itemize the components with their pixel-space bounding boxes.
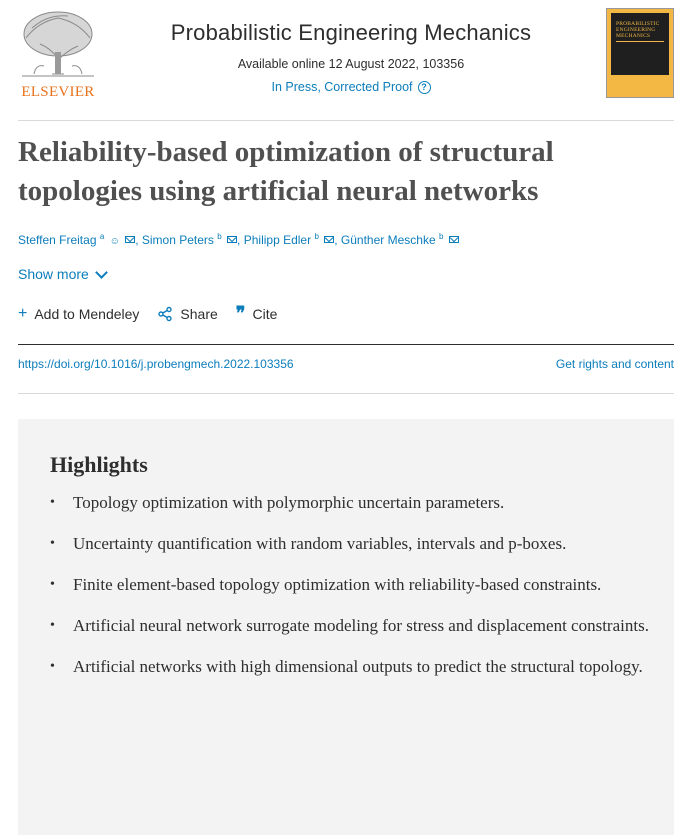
affiliation-sup[interactable]: b — [217, 232, 222, 241]
journal-info — [138, 20, 564, 96]
add-to-mendeley-button[interactable] — [18, 306, 139, 322]
envelope-icon[interactable] — [125, 236, 135, 243]
bullet-icon: • — [50, 577, 55, 592]
list-item — [50, 489, 650, 516]
affiliation-sup[interactable]: b — [314, 232, 319, 241]
list-item — [50, 612, 650, 639]
journal-cover-image[interactable] — [606, 8, 674, 98]
highlight-text: Artificial networks with high dimensional outputs to predict the structural topology. — [73, 657, 643, 676]
author-link[interactable]: Philipp Edler — [243, 233, 312, 247]
author-list: Steffen Freitag $^a$ ☺ , Simon Peters $^b$ , Philipp Edler $^b$ , Günther Meschke $^b$ — [18, 232, 459, 247]
elsevier-logo[interactable] — [18, 8, 98, 100]
cover-title: PROBABILISTIC ENGINEERING MECHANICS — [616, 21, 660, 39]
show-more-button[interactable] — [18, 266, 106, 282]
mendeley-label: Add to Mendeley — [34, 306, 140, 322]
author-link[interactable]: Steffen Freitag — [18, 233, 97, 247]
header-divider — [18, 120, 674, 121]
highlight-text: Topology optimization with polymorphic uncertain parameters. — [73, 493, 505, 512]
cite-label: Cite — [252, 306, 278, 322]
person-icon[interactable]: ☺ — [109, 236, 120, 247]
article-title: Reliability-based optimization of structural topologies using artificial neural networks — [18, 136, 554, 207]
list-item — [50, 653, 650, 680]
list-item — [50, 571, 650, 598]
status-label: In Press, Corrected Proof — [271, 80, 413, 94]
bullet-icon: • — [50, 618, 55, 633]
cite-button[interactable] — [235, 303, 278, 324]
highlights-heading: Highlights — [50, 452, 148, 477]
list-item — [50, 530, 650, 557]
author-link[interactable]: Günther Meschke — [340, 233, 436, 247]
envelope-icon[interactable] — [324, 236, 334, 243]
bullet-icon: • — [50, 536, 55, 551]
highlights-panel — [18, 419, 674, 835]
envelope-icon[interactable] — [227, 236, 237, 243]
author-link[interactable]: Simon Peters — [141, 233, 214, 247]
journal-header — [18, 8, 674, 120]
content-divider — [18, 393, 674, 394]
article-status[interactable] — [271, 80, 430, 94]
article-actions — [18, 303, 278, 324]
affiliation-sup[interactable]: a — [99, 232, 105, 241]
doi-divider — [18, 344, 674, 345]
highlight-text: Uncertainty quantification with random variables, intervals and p-boxes. — [73, 534, 567, 553]
journal-title-link[interactable]: Probabilistic Engineering Mechanics — [170, 20, 532, 45]
envelope-icon[interactable] — [449, 236, 459, 243]
share-label: Share — [180, 306, 218, 322]
share-icon — [157, 306, 173, 322]
highlight-text: Finite element-based topology optimization with reliability-based constraints. — [73, 575, 602, 594]
chevron-down-icon — [95, 266, 108, 279]
bullet-icon: • — [50, 659, 55, 674]
bullet-icon: • — [50, 495, 55, 510]
publisher-wordmark: ELSEVIER — [21, 84, 95, 100]
rights-link[interactable]: Get rights and content — [555, 357, 674, 371]
show-more-label: Show more — [18, 266, 89, 282]
question-mark-icon[interactable]: ? — [418, 81, 431, 94]
quote-icon: ❞ — [235, 303, 246, 324]
tree-icon — [18, 8, 98, 82]
cover-panel — [611, 13, 669, 75]
highlights-list — [50, 489, 650, 694]
doi-link[interactable]: https://doi.org/10.1016/j.probengmech.2022.103356 — [18, 357, 294, 371]
share-button[interactable] — [157, 306, 217, 322]
cover-rule — [616, 41, 664, 42]
availability-date: Available online 12 August 2022, 103356 — [237, 57, 465, 71]
affiliation-sup[interactable]: b — [438, 232, 444, 241]
highlight-text: Artificial neural network surrogate modeling for stress and displacement constraints. — [73, 616, 649, 635]
plus-icon: + — [18, 305, 28, 322]
